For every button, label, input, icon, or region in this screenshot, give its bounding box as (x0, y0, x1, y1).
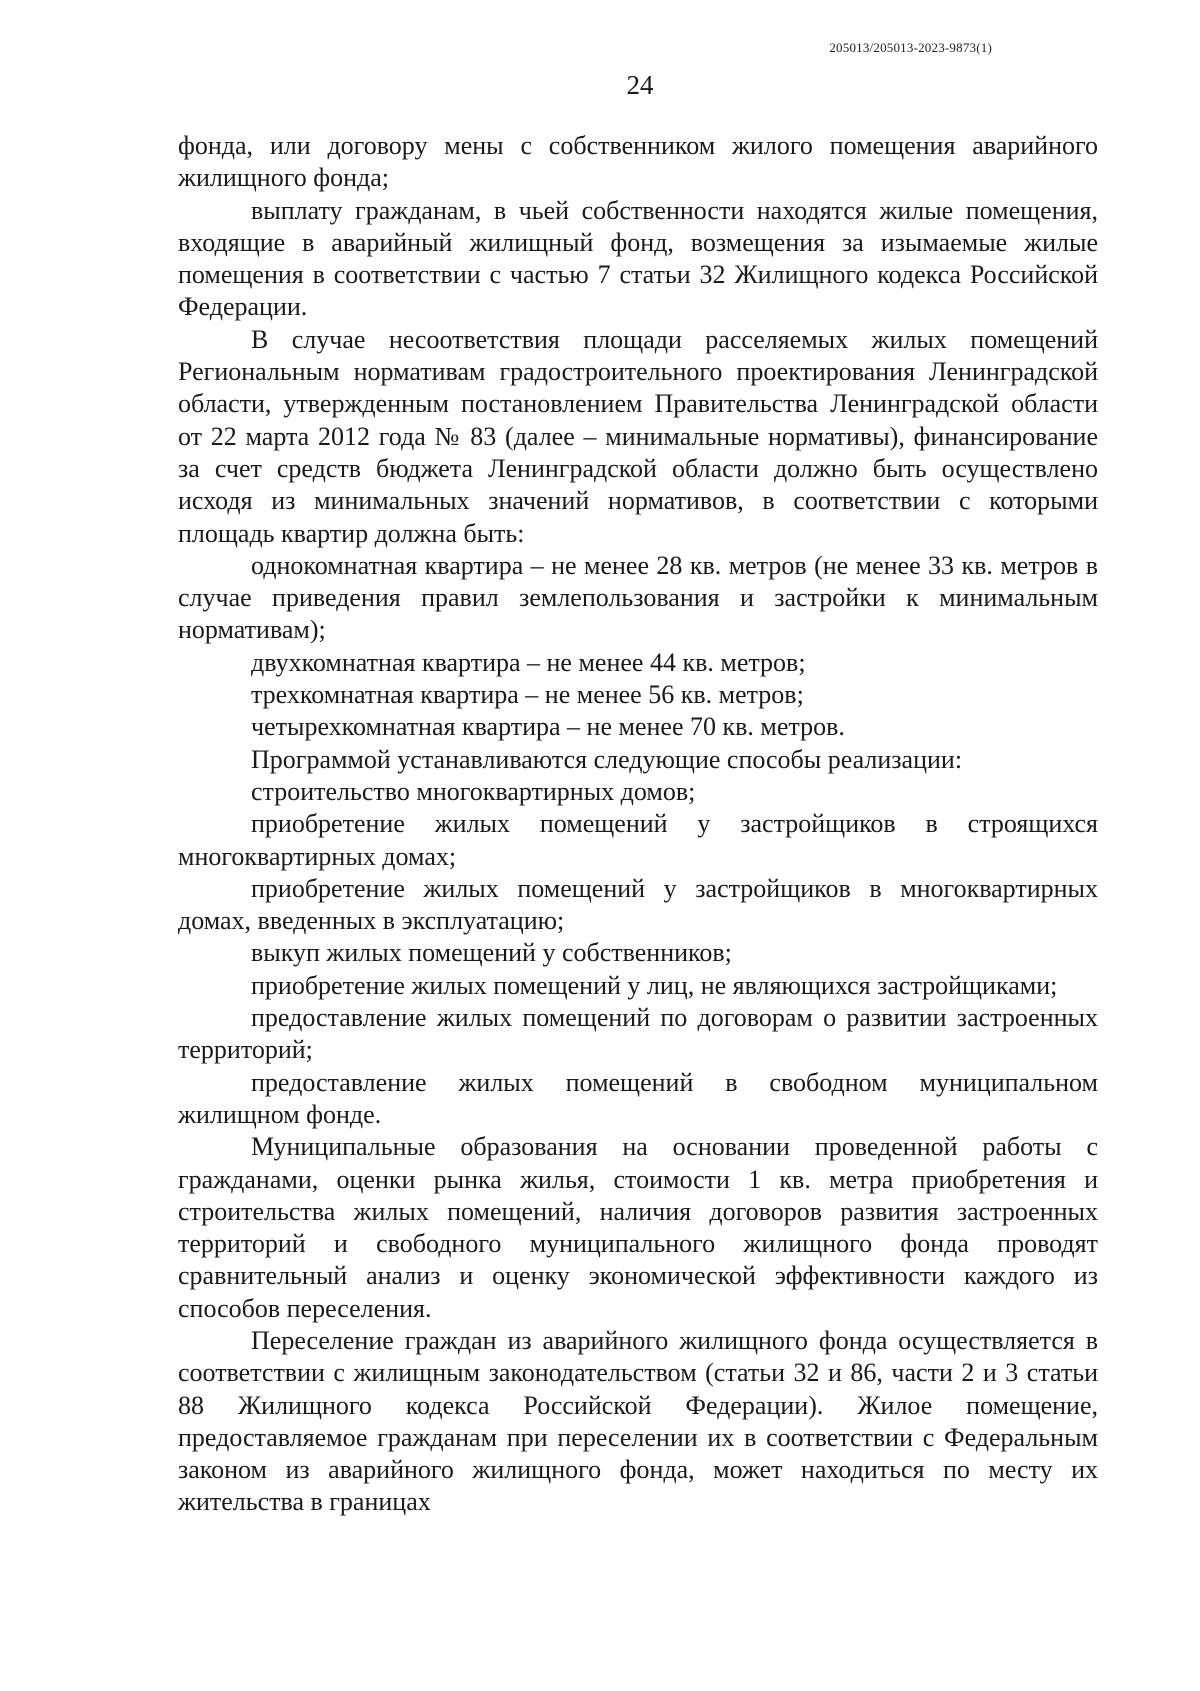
paragraph: двухкомнатная квартира – не менее 44 кв. метров; (251, 647, 806, 677)
document-id: 205013/205013-2023-9873(1) (829, 40, 992, 55)
paragraph: трехкомнатная квартира – не менее 56 кв. метров; (251, 680, 804, 710)
paragraph: фонда, или договору мены с собственником жилого помещения аварийного жилищного фонда; (178, 131, 1098, 193)
paragraph: четырехкомнатная квартира – не менее 70 кв. метров. (251, 712, 845, 742)
document-body (178, 130, 1098, 1519)
paragraph: предоставление жилых помещений в свободном муниципальном жилищном фонде. (178, 1067, 1098, 1129)
paragraph: приобретение жилых помещений у лиц, не являющихся застройщиками; (251, 970, 1058, 1000)
paragraph: предоставление жилых помещений по договорам о развитии застроенных территорий; (178, 1003, 1098, 1065)
paragraph: Программой устанавливаются следующие способы реализации: (251, 744, 963, 774)
paragraph: приобретение жилых помещений у застройщиков в строящихся многоквартирных домах; (178, 809, 1098, 871)
paragraph: выкуп жилых помещений у собственников; (251, 938, 732, 968)
paragraph: выплату гражданам, в чьей собственности находятся жилые помещения, входящие в аварийный жилищный фонд, возмещения за изымаемые жилые помещения в соответствии с частью 7 статьи 32 Жилищного кодекса Российской Федерации. (178, 195, 1098, 322)
paragraph: однокомнатная квартира – не менее 28 кв. метров (не менее 33 кв. метров в случае приведения правил землепользования и застройки к минимальным нормативам); (178, 550, 1098, 645)
paragraph: приобретение жилых помещений у застройщиков в многоквартирных домах, введенных в эксплуатацию; (178, 873, 1098, 936)
page-number: 24 (626, 70, 654, 100)
paragraph: В случае несоответствия площади расселяемых жилых помещений Региональным нормативам градостроительного проектирования Ленинградской области, утвержденным постановлением Правительства Ленинградской области от 22 марта 2012 года № 83 (далее – минимальные нормативы), финансирование за счет средств бюджета Ленинградской области должно быть осуществлено исходя из минимальных значений нормативов, в соответствии с которыми площадь квартир должна быть: (178, 324, 1098, 548)
paragraph: Муниципальные образования на основании проведенной работы с гражданами, оценки рынка жилья, стоимости 1 кв. метра приобретения и строительства жилых помещений, наличия договоров развития застроенных территорий и свободного муниципального жилищного фонда проводят сравнительный анализ и оценку экономической эффективности каждого из способов переселения. (178, 1132, 1098, 1323)
paragraph: строительство многоквартирных домов; (251, 776, 696, 806)
paragraph: Переселение граждан из аварийного жилищного фонда осуществляется в соответствии с жилищным законодательством (статьи 32 и 86, части 2 и 3 статьи 88 Жилищного кодекса Российской Федерации). Жилое помещение, предоставляемое гражданам при переселении их в соответствии с Федеральным законом из аварийного жилищного фонда, может находиться по месту их жительства в границах (178, 1325, 1098, 1517)
